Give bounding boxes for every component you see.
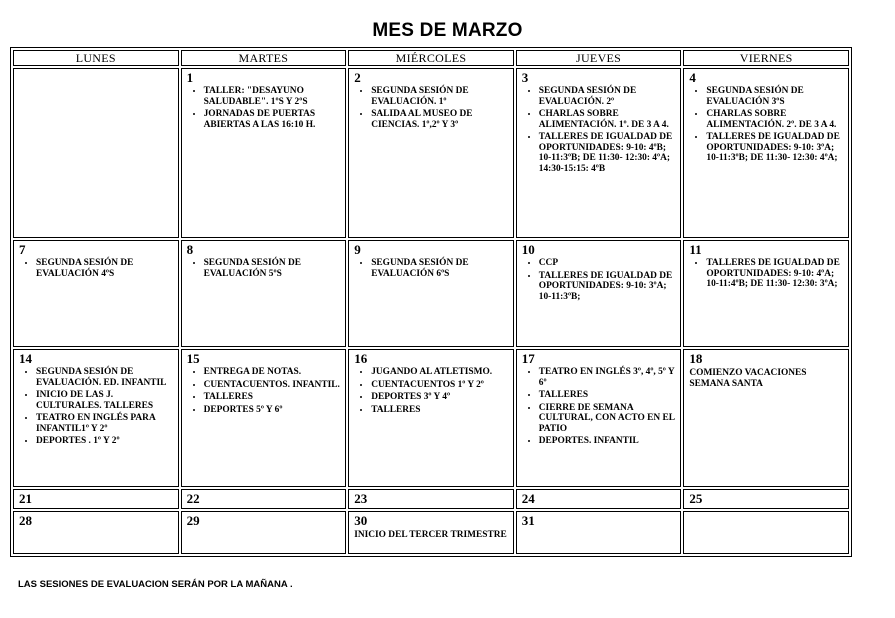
day-number: 29 [186,513,200,528]
calendar-day-cell [516,68,682,238]
day-number: 10 [521,242,535,257]
event-item: • CHARLAS SOBRE ALIMENTACIÓN. 1º. DE 3 A 4. [539,109,677,130]
calendar-week-row [13,349,849,487]
event-item: • SEGUNDA SESIÓN DE EVALUACIÓN. 2º [539,86,677,107]
event-item: • TALLERES [204,392,342,403]
weekday-header: MIÉRCOLES [348,50,514,66]
day-note: INICIO DEL TERCER TRIMESTRE [354,530,507,540]
calendar-day-cell [181,240,347,347]
day-number: 15 [186,351,200,366]
event-list [522,258,677,302]
calendar-day-cell [683,68,849,238]
event-item: • TALLERES [539,390,677,401]
weekday-header: LUNES [13,50,179,66]
event-item: • SEGUNDA SESIÓN DE EVALUACIÓN 3ºS [706,86,844,107]
calendar-day-cell [516,240,682,347]
calendar-day-cell [13,68,179,238]
event-item: • DEPORTES. INFANTIL [539,436,677,447]
day-number: 21 [19,491,32,506]
event-item: • CIERRE DE SEMANA CULTURAL, CON ACTO EN EL PATIO [539,403,677,435]
weekday-header: JUEVES [516,50,682,66]
event-item: • SALIDA AL MUSEO DE CIENCIAS. 1º,2º Y 3º [371,109,509,130]
event-list [689,86,844,164]
event-item: • DEPORTES 3º Y 4º [371,392,509,403]
event-item: • INICIO DE LAS J. CULTURALES. TALLERES [36,390,174,411]
day-note: COMIENZO VACACIONES SEMANA SANTA [689,368,807,389]
calendar-day-cell [181,68,347,238]
event-list [354,367,509,415]
calendar-day-cell [181,489,347,509]
event-list [19,258,174,279]
day-number: 22 [186,491,200,506]
calendar-day-cell [348,68,514,238]
event-item: • CHARLAS SOBRE ALIMENTACIÓN. 2º. DE 3 A 4. [706,109,844,130]
calendar-day-cell [516,489,682,509]
calendar-day-cell [348,511,514,554]
weekday-header: MARTES [181,50,347,66]
day-number: 30 [354,513,368,528]
event-list [689,258,844,290]
day-number: 16 [354,351,368,366]
calendar-table [10,47,852,557]
event-item: • TALLER: "DESAYUNO SALUDABLE". 1ºS Y 2ºS [204,86,342,107]
calendar-day-cell [13,349,179,487]
event-item: • ENTREGA DE NOTAS. [204,367,342,378]
calendar-day-cell [13,489,179,509]
weekday-header: VIERNES [683,50,849,66]
calendar-day-cell [181,511,347,554]
day-number: 18 [689,351,703,366]
day-number: 8 [186,242,194,257]
day-number: 17 [521,351,535,366]
event-item: • SEGUNDA SESIÓN DE EVALUACIÓN 6ºS [371,258,509,279]
event-item: • TALLERES [371,405,509,416]
event-list [187,86,342,130]
event-list [354,258,509,279]
calendar-day-cell [516,349,682,487]
event-item: • TALLERES DE IGUALDAD DE OPORTUNIDADES: 9-10: 3ºA; 10-11:3ºB; DE 11:30- 12:30: 4ºA; [706,132,844,164]
event-list [187,367,342,415]
event-item: • TEATRO EN INGLÉS 3º, 4º, 5º Y 6º [539,367,677,388]
event-item: • CUENTACUENTOS 1º Y 2º [371,380,509,391]
event-list [187,258,342,279]
calendar-day-cell [683,511,849,554]
event-list [522,86,677,174]
event-item: • JORNADAS DE PUERTAS ABIERTAS A LAS 16:10 H. [204,109,342,130]
calendar-day-cell [13,511,179,554]
day-number: 7 [19,242,26,257]
calendar-day-cell [13,240,179,347]
event-item: • TALLERES DE IGUALDAD DE OPORTUNIDADES: 9-10: 4ºA; 10-11:4ºB; DE 11:30- 12:30: 3ºA; [706,258,844,290]
calendar-week-row [13,68,849,238]
calendar-day-cell [683,240,849,347]
calendar-day-cell [348,349,514,487]
event-item: • TALLERES DE IGUALDAD DE OPORTUNIDADES: 9-10: 3ºA; 10-11:3ºB; [539,271,677,303]
event-item: • SEGUNDA SESIÓN DE EVALUACIÓN. 1º [371,86,509,107]
event-list [522,367,677,447]
event-item: • DEPORTES . 1º Y 2º [36,436,174,447]
event-item: • CUENTACUENTOS. INFANTIL. [204,380,342,391]
page-title: MES DE MARZO [372,20,523,41]
day-number: 23 [354,491,368,506]
day-number: 25 [689,491,703,506]
event-item: • JUGANDO AL ATLETISMO. [371,367,509,378]
footer-note: LAS SESIONES DE EVALUACION SERÁN POR LA MAÑANA . [18,579,293,590]
calendar-body [13,68,849,554]
event-item: • CCP [539,258,677,269]
event-item: • SEGUNDA SESIÓN DE EVALUACIÓN. ED. INFANTIL [36,367,174,388]
day-number: 28 [19,513,32,528]
calendar-day-cell [348,489,514,509]
day-number: 31 [521,513,535,528]
calendar-week-row [13,511,849,554]
calendar-week-row [13,489,849,509]
day-number: 9 [354,242,361,257]
day-number: 3 [521,70,529,85]
day-number: 2 [354,70,361,85]
event-list [354,86,509,130]
event-item: • SEGUNDA SESIÓN DE EVALUACIÓN 5ºS [204,258,342,279]
day-number: 1 [186,70,194,85]
calendar-week-row [13,240,849,347]
event-item: • DEPORTES 5º Y 6º [204,405,342,416]
day-number: 14 [19,351,32,366]
day-number: 11 [689,242,702,257]
event-item: • SEGUNDA SESIÓN DE EVALUACIÓN 4ºS [36,258,174,279]
calendar-day-cell [683,349,849,487]
calendar-day-cell [516,511,682,554]
day-number: 24 [521,491,535,506]
weekday-header-row [13,50,849,66]
event-item: • TALLERES DE IGUALDAD DE OPORTUNIDADES: 9-10: 4ºB; 10-11:3ºB; DE 11:30- 12:30: 4ºA; 14:30-15:15: 4ºB [539,132,677,174]
event-list [19,367,174,447]
calendar-day-cell [181,349,347,487]
calendar-day-cell [348,240,514,347]
day-number: 4 [689,70,696,85]
event-item: • TEATRO EN INGLÉS PARA INFANTIL1º Y 2º [36,413,174,434]
calendar-day-cell [683,489,849,509]
